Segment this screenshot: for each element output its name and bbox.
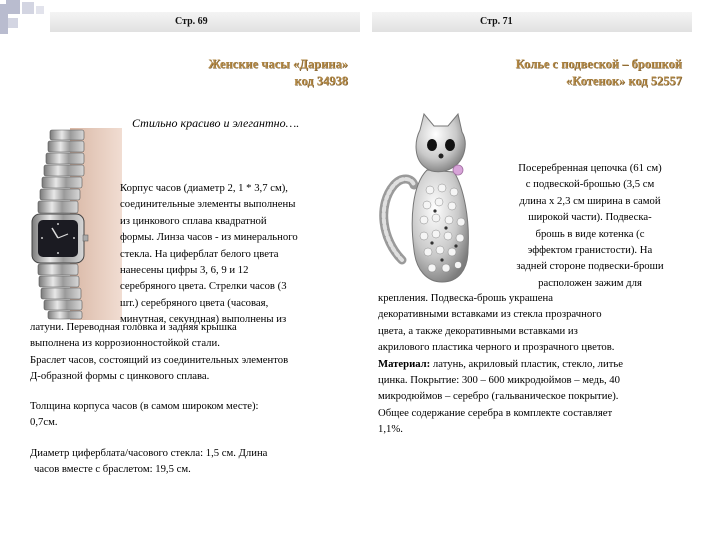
watch-description-tail (30, 319, 355, 385)
text-line: нанесены цифры 3, 6, 9 и 12 (120, 264, 249, 277)
text-line: с подвеской-брошью (3,5 см (525, 178, 655, 191)
page-header-left (50, 12, 360, 32)
material-label: Материал: (378, 357, 431, 370)
text-line: акрилового пластика черного и прозрачного цветов. (378, 341, 615, 354)
page-header-right (372, 12, 692, 32)
text-line: брошь в виде котенка (с (535, 227, 645, 240)
corner-decoration (36, 6, 44, 14)
text-line: формы. Линза часов - из минерального (120, 231, 298, 244)
necklace-code: «Котенок» код 52557 (565, 74, 682, 88)
wristwatch-photo (30, 128, 122, 320)
text-line: стекла. На циферблат белого цвета (120, 247, 279, 260)
text-line: 1,1%. (378, 423, 403, 436)
corner-decoration (8, 18, 18, 28)
watch-title-line: Женские часы «Дарина» (208, 57, 348, 71)
cat-brooch-photo (372, 110, 492, 290)
text-line: Толщина корпуса часов (в самом широком месте): (30, 400, 259, 412)
text-line: минутная, секундная) выполнены из (120, 313, 287, 326)
necklace-description-tail (378, 290, 696, 438)
text-line: Посеребренная цепочка (61 см) (518, 162, 662, 174)
text-line: Общее содержание серебра в комплекте составляет (378, 406, 613, 419)
text-line: Диаметр циферблата/часового стекла: 1,5 см. Длина (30, 447, 268, 459)
text-line: Корпус часов (диаметр 2, 1 * 3,7 см), (120, 182, 288, 194)
text-line: цинка. Покрытие: 300 – 600 микродюймов – медь, 40 (378, 374, 620, 387)
page-number-right: Стр. 71 (480, 16, 513, 27)
text-line: выполнена из коррозионностойкой стали. (30, 337, 220, 350)
text-line: Браслет часов, состоящий из соединительных элементов (30, 353, 289, 366)
text-line: латуни. Переводная головка и задняя крышка (30, 321, 237, 333)
text-line: соединительные элементы выполнены (120, 198, 296, 211)
text-line: эффектом гранистости). На (527, 244, 653, 257)
text-line: цвета, а также декоративными вставками из (378, 324, 578, 337)
watch-code: код 34938 (294, 74, 348, 88)
text-line: декоративными вставками из стекла прозрачного (378, 308, 602, 321)
text-line: задней стороне подвески-броши (516, 260, 664, 273)
corner-decoration (6, 0, 20, 14)
watch-slogan: Стильно красиво и элегантно…. (132, 116, 300, 130)
text-line: латунь, акриловый пластик, стекло, литье (430, 357, 624, 370)
text-line: серебряного цвета. Стрелки часов (3 (120, 280, 287, 293)
watch-title (150, 56, 348, 90)
material-line (378, 356, 696, 372)
corner-decoration (22, 2, 34, 14)
necklace-description (490, 160, 690, 291)
text-line: шт.) серебряного цвета (часовая, (120, 296, 269, 309)
text-line: широкой части). Подвеска- (528, 211, 652, 224)
text-line: Д-образной формы с цинкового сплава. (30, 370, 210, 383)
text-line: крепления. Подвеска-брошь украшена (378, 292, 553, 304)
watch-thickness (30, 398, 330, 431)
page-number-left: Стр. 69 (175, 16, 208, 27)
watch-diameter (30, 445, 330, 478)
necklace-title (380, 56, 682, 90)
text-line: 0,7см. (30, 416, 58, 429)
text-line: длина х 2,3 см ширина в самой (519, 194, 661, 207)
watch-description (120, 180, 352, 328)
text-line: часов вместе с браслетом: 19,5 см. (34, 463, 191, 476)
text-line: расположен зажим для (538, 276, 642, 289)
text-line: из цинкового сплава квадратной (120, 214, 267, 227)
necklace-title-line: Колье с подвеской – брошкой (515, 57, 682, 71)
text-line: микродюймов – серебро (гальваническое покрытие). (378, 390, 619, 403)
